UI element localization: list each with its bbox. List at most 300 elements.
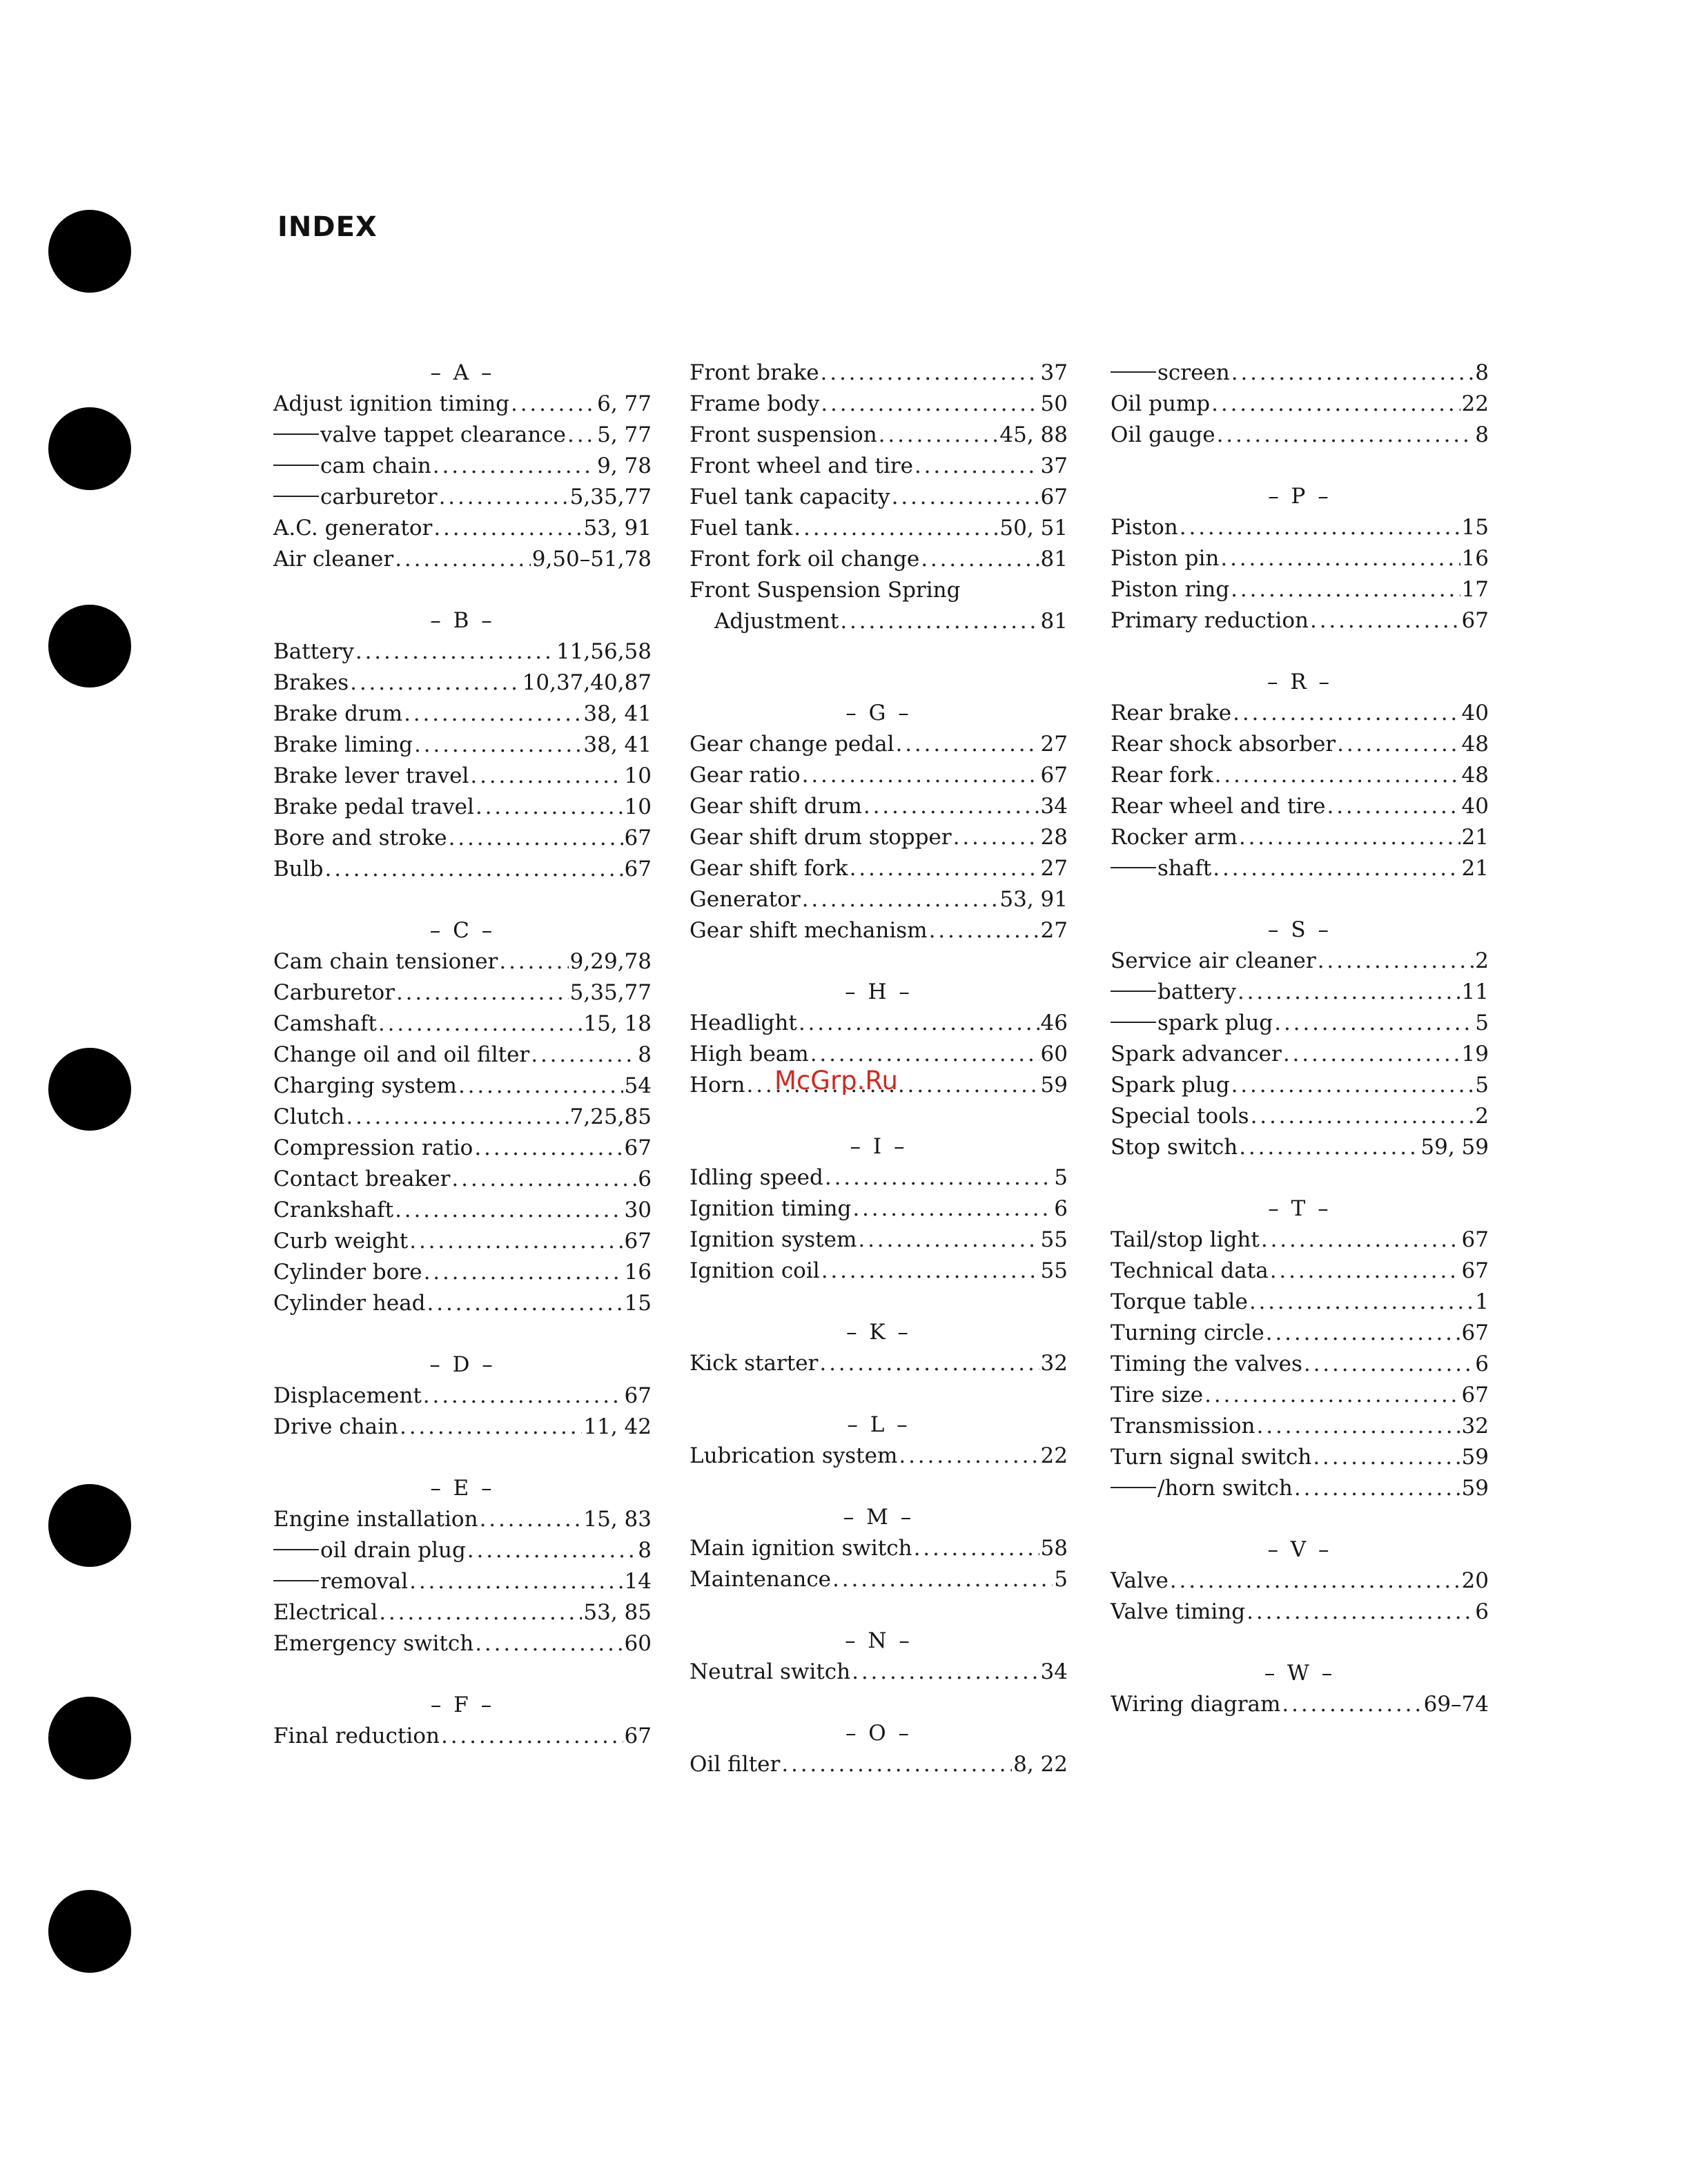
index-entry [273, 1628, 652, 1659]
index-entry [1111, 358, 1489, 389]
entry-term: Wiring diagram [1111, 1692, 1281, 1717]
entry-term: Rear brake [1111, 701, 1232, 725]
entry-term: Generator [690, 887, 801, 912]
index-entry [273, 544, 652, 575]
entry-pages: 10,37,40,87 [522, 670, 652, 695]
section-letter-heading: – W – [1264, 1661, 1336, 1686]
entry-pages: 59 [1040, 1073, 1068, 1098]
entry-pages: 21 [1461, 856, 1489, 881]
entry-term: Stop switch [1111, 1135, 1238, 1160]
section-letter-heading: – M – [843, 1505, 915, 1530]
entry-pages: 5, 77 [597, 422, 652, 447]
entry-pages: 15, 18 [583, 1011, 652, 1036]
entry-pages: 8 [638, 1042, 652, 1067]
index-entry [690, 822, 1068, 853]
index-entry [690, 1348, 1068, 1379]
entry-term: oil drain plug [320, 1538, 466, 1563]
entry-term: High beam [690, 1042, 809, 1066]
index-entry [1111, 1349, 1489, 1380]
index-entry [273, 513, 652, 544]
entry-pages: 37 [1040, 454, 1068, 478]
entry-pages: 69–74 [1423, 1692, 1489, 1717]
index-entry [690, 1256, 1068, 1287]
entry-pages: 5 [1054, 1165, 1068, 1190]
entry-term: Torque table [1111, 1289, 1248, 1314]
entry-term: Ignition timing [690, 1196, 852, 1221]
index-entry [273, 1288, 652, 1319]
index-entry [1111, 1256, 1489, 1287]
dot-leader [1310, 605, 1460, 636]
index-entry [273, 1412, 652, 1443]
index-entry [1111, 1473, 1489, 1504]
binder-hole [48, 407, 131, 490]
dot-leader [892, 482, 1039, 513]
entry-term: Front Suspension Spring [690, 578, 961, 603]
dot-leader [825, 1162, 1053, 1193]
index-entry [690, 606, 1068, 637]
entry-term: Fuel tank [690, 516, 793, 540]
entry-term: screen [1157, 360, 1230, 385]
entry-pages: 15 [1461, 515, 1489, 540]
entry-term: Gear shift mechanism [690, 918, 928, 943]
entry-term: Drive chain [273, 1414, 398, 1439]
dot-leader [1270, 1256, 1460, 1287]
dot-leader [1266, 1318, 1460, 1349]
dot-leader [355, 636, 555, 667]
index-entry [273, 1133, 652, 1164]
dot-leader [439, 482, 569, 513]
dot-leader [840, 606, 1039, 637]
entry-term: Piston pin [1111, 546, 1220, 571]
section-spacer [690, 1688, 1068, 1718]
entry-pages: 2 [1475, 1104, 1489, 1129]
entry-pages: 38, 41 [583, 701, 652, 726]
dot-leader [458, 1071, 623, 1102]
dot-leader [467, 1535, 636, 1566]
entry-pages: 59, 59 [1420, 1135, 1489, 1160]
index-entry [690, 1657, 1068, 1688]
dot-leader [1239, 1132, 1419, 1163]
dot-leader [781, 1749, 1012, 1780]
entry-term: Piston ring [1111, 577, 1230, 602]
entry-term: Cylinder bore [273, 1260, 422, 1285]
dot-leader [899, 1441, 1039, 1472]
index-entry [690, 1441, 1068, 1472]
dot-leader [1239, 822, 1460, 853]
dot-leader [1231, 574, 1460, 605]
entry-term: Bore and stroke [273, 826, 447, 850]
dot-leader [395, 544, 531, 575]
entry-term: Carburetor [273, 980, 395, 1005]
dot-leader [350, 667, 521, 699]
dot-leader [921, 544, 1039, 575]
binder-hole [48, 605, 131, 688]
entry-pages: 6 [638, 1167, 652, 1191]
entry-term: Headlight [690, 1011, 797, 1035]
section-spacer [1111, 1628, 1489, 1658]
sub-entry-dash [1111, 1022, 1156, 1023]
dot-leader [1215, 760, 1460, 791]
index-entry [273, 667, 652, 699]
entry-term: Front fork oil change [690, 547, 920, 572]
dot-leader [423, 1381, 623, 1412]
dot-leader [400, 1412, 582, 1443]
section-spacer [273, 885, 652, 915]
entry-term: cam chain [320, 454, 431, 478]
binder-hole [48, 1048, 131, 1131]
dot-leader [879, 420, 999, 451]
index-entry [690, 482, 1068, 513]
index-entry [690, 1225, 1068, 1256]
dot-leader [1261, 1225, 1460, 1256]
index-entry [690, 544, 1068, 575]
entry-term: Valve timing [1111, 1599, 1246, 1624]
dot-leader [821, 1256, 1039, 1287]
entry-term: Rear wheel and tire [1111, 794, 1326, 819]
index-entry [273, 1226, 652, 1257]
entry-term: Transmission [1111, 1414, 1255, 1439]
entry-pages: 38, 41 [583, 732, 652, 757]
entry-term: Service air cleaner [1111, 948, 1316, 973]
entry-pages: 54 [624, 1073, 652, 1098]
page-title: INDEX [277, 211, 378, 243]
index-entry [690, 1564, 1068, 1595]
entry-term: battery [1157, 979, 1236, 1004]
entry-pages: 11,56,58 [556, 639, 652, 664]
entry-term: Front wheel and tire [690, 454, 913, 478]
index-entry [690, 1162, 1068, 1193]
dot-leader [799, 1008, 1039, 1039]
dot-leader [346, 1102, 568, 1133]
dot-leader [821, 358, 1039, 389]
sub-entry-dash [1111, 1487, 1156, 1488]
index-entry [1111, 760, 1489, 791]
index-entry [1111, 977, 1489, 1008]
dot-leader [480, 1504, 583, 1535]
entry-pages: 67 [1461, 1258, 1489, 1283]
section-letter-heading: – B – [430, 608, 495, 633]
entry-term: Primary reduction [1111, 608, 1309, 633]
entry-pages: 17 [1461, 577, 1489, 602]
entry-term: /horn switch [1157, 1476, 1293, 1501]
dot-leader [821, 389, 1039, 420]
dot-leader [819, 1348, 1039, 1379]
entry-term: A.C. generator [273, 516, 433, 540]
binder-hole [48, 1484, 131, 1567]
index-entry [273, 1504, 652, 1535]
index-entry [1111, 1566, 1489, 1597]
entry-pages: 10 [624, 763, 652, 788]
dot-leader [953, 822, 1039, 853]
entry-term: Adjustment [714, 609, 839, 634]
entry-pages: 59 [1461, 1445, 1489, 1470]
entry-term: Idling speed [690, 1165, 823, 1190]
entry-term: carburetor [320, 485, 438, 509]
entry-pages: 37 [1040, 360, 1068, 385]
dot-leader [404, 699, 582, 730]
entry-term: Front suspension [690, 422, 877, 447]
index-entry [690, 884, 1068, 915]
entry-term: Kick starter [690, 1351, 819, 1376]
index-entry [690, 389, 1068, 420]
dot-leader [474, 1133, 623, 1164]
entry-term: Rear shock absorber [1111, 732, 1336, 757]
entry-pages: 27 [1040, 732, 1068, 757]
entry-term: Change oil and oil filter [273, 1042, 530, 1067]
index-entry [1111, 543, 1489, 574]
entry-pages: 8 [1475, 360, 1489, 385]
index-entry [690, 760, 1068, 791]
dot-leader [1283, 1039, 1460, 1070]
dot-leader [441, 1721, 623, 1752]
index-entry [690, 575, 1068, 606]
index-entry [273, 1164, 652, 1195]
entry-term: Main ignition switch [690, 1536, 912, 1561]
entry-pages: 40 [1461, 794, 1489, 819]
entry-term: Tail/stop light [1111, 1227, 1260, 1252]
entry-pages: 21 [1461, 825, 1489, 850]
entry-pages: 46 [1040, 1011, 1068, 1035]
index-entry [273, 699, 652, 730]
section-spacer [273, 1443, 652, 1473]
entry-pages: 9,50–51,78 [531, 547, 652, 572]
section-letter-heading: – L – [847, 1412, 910, 1437]
entry-term: Fuel tank capacity [690, 485, 890, 509]
entry-pages: 67 [1461, 1227, 1489, 1252]
section-letter-heading: – G – [845, 701, 912, 725]
index-entry [273, 1102, 652, 1133]
entry-pages: 16 [1461, 546, 1489, 571]
index-entry [1111, 1597, 1489, 1628]
entry-pages: 34 [1040, 794, 1068, 819]
dot-leader [896, 729, 1039, 760]
index-entry [273, 482, 652, 513]
section-letter-heading: – C – [429, 918, 496, 943]
sub-entry-dash [273, 465, 319, 466]
entry-pages: 14 [624, 1569, 652, 1594]
sub-entry-dash [1111, 371, 1156, 373]
entry-term: Camshaft [273, 1011, 377, 1036]
index-entry [690, 1749, 1068, 1780]
index-entry [1111, 1039, 1489, 1070]
entry-pages: 45, 88 [999, 422, 1068, 447]
entry-pages: 27 [1040, 856, 1068, 881]
dot-leader [1211, 389, 1460, 420]
dot-leader [852, 1657, 1039, 1688]
entry-term: Spark advancer [1111, 1042, 1282, 1066]
entry-term: Displacement [273, 1383, 422, 1408]
index-entry [273, 420, 652, 451]
index-entry [1111, 1287, 1489, 1318]
index-entry [1111, 574, 1489, 605]
section-spacer [690, 1101, 1068, 1131]
entry-pages: 6, 77 [597, 391, 652, 416]
dot-leader [1294, 1473, 1460, 1504]
entry-pages: 5 [1054, 1567, 1068, 1592]
entry-term: Final reduction [273, 1724, 440, 1748]
entry-term: Ignition coil [690, 1258, 820, 1283]
dot-leader [379, 1597, 582, 1628]
entry-term: Valve [1111, 1568, 1169, 1593]
dot-leader [1247, 1597, 1474, 1628]
section-spacer [690, 637, 1068, 698]
entry-term: Spark plug [1111, 1073, 1230, 1098]
section-spacer [690, 1379, 1068, 1410]
section-spacer [690, 1472, 1068, 1502]
entry-term: Gear shift drum stopper [690, 825, 952, 850]
index-entry [273, 1381, 652, 1412]
index-entry [1111, 791, 1489, 822]
entry-term: Brake drum [273, 701, 403, 726]
entry-term: Battery [273, 639, 354, 664]
section-spacer [1111, 884, 1489, 915]
dot-leader [1313, 1442, 1460, 1473]
entry-pages: 22 [1040, 1443, 1068, 1468]
dot-leader [858, 1225, 1039, 1256]
dot-leader [852, 1193, 1053, 1225]
dot-leader [1304, 1349, 1474, 1380]
entry-term: Brake lever travel [273, 763, 469, 788]
dot-leader [475, 1628, 623, 1659]
section-spacer [1111, 1163, 1489, 1193]
section-letter-heading: – D – [429, 1352, 496, 1377]
entry-term: Charging system [273, 1073, 457, 1098]
section-letter-heading: – P – [1268, 484, 1331, 509]
entry-pages: 15, 83 [583, 1507, 652, 1532]
dot-leader [409, 1226, 623, 1257]
entry-term: Oil gauge [1111, 422, 1215, 447]
index-entry [273, 1721, 652, 1752]
entry-term: Cam chain tensioner [273, 949, 498, 974]
entry-term: shaft [1157, 856, 1212, 881]
dot-leader [802, 760, 1039, 791]
entry-term: Turn signal switch [1111, 1445, 1312, 1470]
entry-term: Timing the valves [1111, 1352, 1302, 1376]
section-spacer [1111, 1504, 1489, 1534]
dot-leader [1170, 1566, 1460, 1597]
dot-leader [1180, 512, 1460, 543]
entry-term: Special tools [1111, 1104, 1249, 1129]
entry-pages: 8 [638, 1538, 652, 1563]
entry-term: Gear shift drum [690, 794, 862, 819]
entry-term: Brake pedal travel [273, 794, 474, 819]
index-entry [1111, 1132, 1489, 1163]
sub-entry-dash [1111, 867, 1156, 868]
index-entry [690, 729, 1068, 760]
index-entry [273, 1257, 652, 1288]
index-entry [273, 1566, 652, 1597]
section-letter-heading: – S – [1268, 917, 1331, 942]
section-letter-heading: – T – [1268, 1196, 1331, 1221]
entry-pages: 67 [1461, 1383, 1489, 1407]
entry-pages: 30 [624, 1198, 652, 1222]
sub-entry-dash [273, 1580, 319, 1581]
dot-leader [1274, 1008, 1474, 1039]
dot-leader [476, 792, 623, 823]
entry-pages: 6 [1475, 1599, 1489, 1624]
dot-leader [451, 1164, 636, 1195]
index-entry [690, 915, 1068, 946]
entry-pages: 9,29,78 [569, 949, 652, 974]
dot-leader [850, 853, 1039, 884]
entry-term: valve tappet clearance [320, 422, 566, 447]
index-entry [273, 823, 652, 854]
entry-term: Ignition system [690, 1227, 857, 1252]
entry-term: Rocker arm [1111, 825, 1238, 850]
index-entry [690, 1533, 1068, 1564]
index-entry [273, 1597, 652, 1628]
entry-term: Tire size [1111, 1383, 1204, 1407]
index-entry [1111, 1225, 1489, 1256]
index-entry [273, 854, 652, 885]
entry-pages: 53, 91 [999, 887, 1068, 912]
entry-pages: 67 [624, 1135, 652, 1160]
section-spacer [690, 1595, 1068, 1626]
dot-leader [424, 1257, 623, 1288]
index-entry [690, 791, 1068, 822]
entry-pages: 8, 22 [1013, 1752, 1068, 1777]
dot-leader [863, 791, 1039, 822]
entry-pages: 8 [1475, 422, 1489, 447]
entry-pages: 53, 91 [583, 516, 652, 540]
section-spacer [1111, 451, 1489, 481]
entry-term: Emergency switch [273, 1631, 474, 1656]
dot-leader [1213, 853, 1460, 884]
entry-term: Brake liming [273, 732, 413, 757]
sub-entry-dash [273, 433, 319, 435]
entry-pages: 67 [624, 857, 652, 881]
index-column-3 [1111, 358, 1489, 1720]
entry-term: Compression ratio [273, 1135, 473, 1160]
index-entry [1111, 1008, 1489, 1039]
entry-term: Lubrication system [690, 1443, 898, 1468]
sub-entry-dash [273, 1549, 319, 1550]
index-entry [273, 1040, 652, 1071]
entry-pages: 55 [1040, 1258, 1068, 1283]
index-entry [690, 358, 1068, 389]
entry-pages: 48 [1461, 763, 1489, 788]
index-entry [273, 1008, 652, 1040]
index-entry [1111, 822, 1489, 853]
dot-leader [1327, 791, 1460, 822]
entry-pages: 48 [1461, 732, 1489, 757]
entry-pages: 2 [1475, 948, 1489, 973]
index-entry [273, 946, 652, 977]
entry-term: Neutral switch [690, 1659, 851, 1684]
dot-leader [1238, 977, 1460, 1008]
section-letter-heading: – A – [430, 360, 495, 385]
section-letter-heading: – N – [845, 1628, 912, 1653]
dot-leader [802, 884, 999, 915]
entry-pages: 67 [624, 1724, 652, 1748]
entry-pages: 1 [1475, 1289, 1489, 1314]
dot-leader [433, 513, 582, 544]
section-letter-heading: – H – [845, 979, 912, 1004]
entry-pages: 22 [1461, 391, 1489, 416]
entry-pages: 67 [1040, 763, 1068, 788]
entry-pages: 67 [624, 1383, 652, 1408]
entry-pages: 59 [1461, 1476, 1489, 1501]
entry-pages: 67 [624, 1229, 652, 1254]
section-spacer [273, 1659, 652, 1690]
entry-term: Frame body [690, 391, 820, 416]
dot-leader [567, 420, 596, 451]
index-entry [1111, 512, 1489, 543]
entry-term: Adjust ignition timing [273, 391, 510, 416]
entry-term: Horn [690, 1073, 745, 1098]
entry-term: Technical data [1111, 1258, 1269, 1283]
entry-term: Crankshaft [273, 1198, 394, 1222]
